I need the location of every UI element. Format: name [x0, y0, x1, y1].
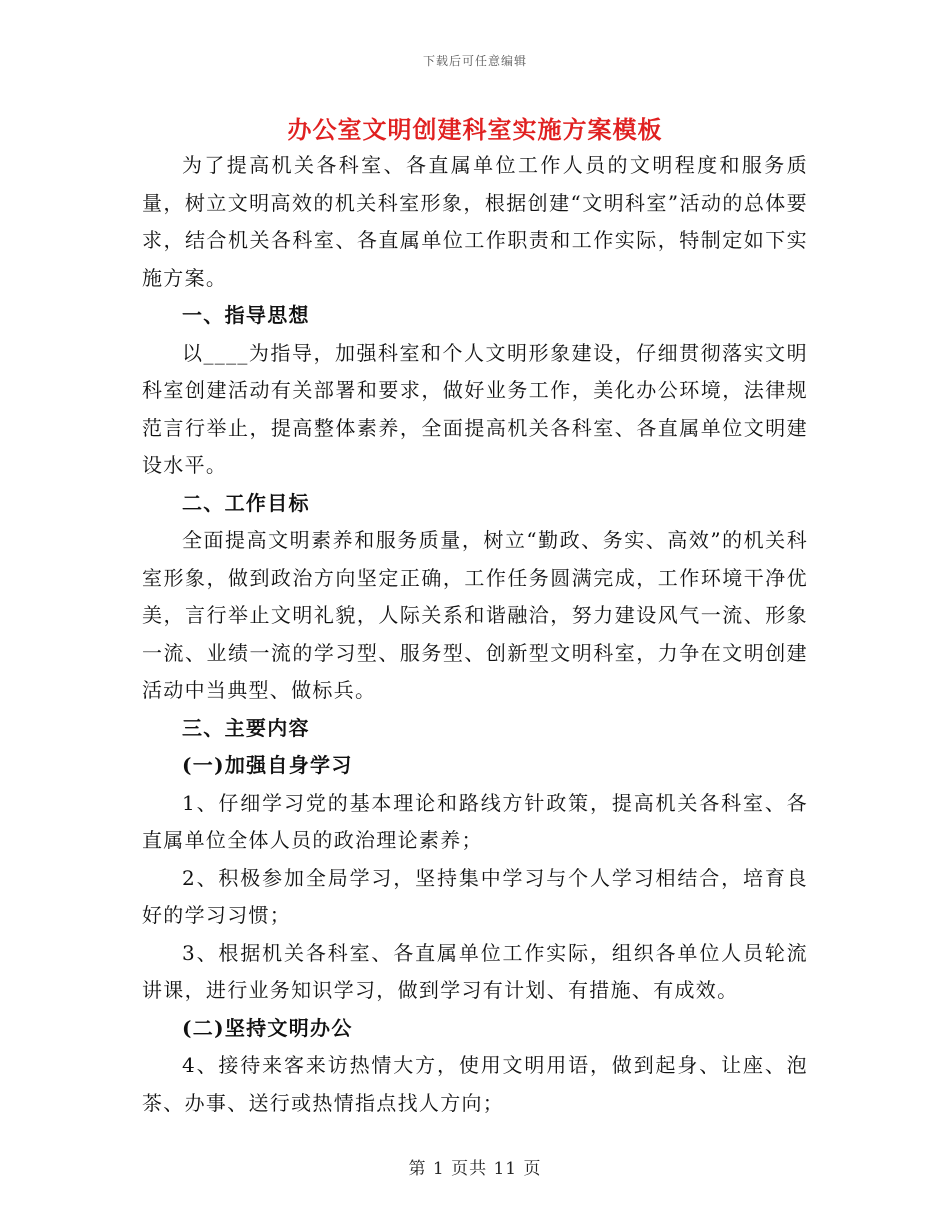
guiding-ideology-paragraph: 以____为指导，加强科室和个人文明形象建设，仔细贯彻落实文明科室创建活动有关部署和要求，做好业务工作，美化办公环境，法律规范言行举止，提高整体素养，全面提高机关各科室、各直属单位文明建设水平。 — [142, 340, 808, 477]
list-item-2: 2、积极参加全局学习，坚持集中学习与个人学习相结合，培育良好的学习习惯； — [142, 865, 808, 927]
subsection-heading-civilized-office: (二)坚持文明办公 — [182, 1015, 353, 1040]
page-number: 第 1 页共 11 页 — [408, 1159, 542, 1179]
list-item-1: 1、仔细学习党的基本理论和路线方针政策，提高机关各科室、各直属单位全体人员的政治理论素养； — [142, 790, 808, 852]
work-goals-paragraph: 全面提高文明素养和服务质量，树立“勤政、务实、高效”的机关科室形象，做到政治方向坚定正确，工作任务圆满完成，工作环境干净优美，言行举止文明礼貌，人际关系和谐融洽，努力建设风气一流、形象一流、业绩一流的学习型、服务型、创新型文明科室，力争在文明创建活动中当典型、做标兵。 — [142, 528, 808, 702]
list-item-3: 3、根据机关各科室、各直属单位工作实际，组织各单位人员轮流讲课，进行业务知识学习，做到学习有计划、有措施、有成效。 — [142, 940, 808, 1002]
download-note: 下载后可任意编辑 — [422, 54, 527, 68]
subsection-heading-self-study: (一)加强自身学习 — [182, 753, 353, 777]
section-heading-work-goals: 二、工作目标 — [182, 490, 310, 515]
section-heading-guiding-ideology: 一、指导思想 — [182, 303, 310, 327]
list-item-4: 4、接待来客来访热情大方，使用文明用语，做到起身、让座、泡茶、办事、送行或热情指点找人方向； — [142, 1053, 808, 1115]
intro-paragraph: 为了提高机关各科室、各直属单位工作人员的文明程度和服务质量，树立文明高效的机关科室形象，根据创建“文明科室”活动的总体要求，结合机关各科室、各直属单位工作职责和工作实际，特制定如下实施方案。 — [142, 153, 808, 290]
section-heading-main-content: 三、主要内容 — [182, 715, 310, 740]
document-body — [142, 147, 808, 1122]
document-title: 办公室文明创建科室实施方案模板 — [287, 115, 663, 144]
